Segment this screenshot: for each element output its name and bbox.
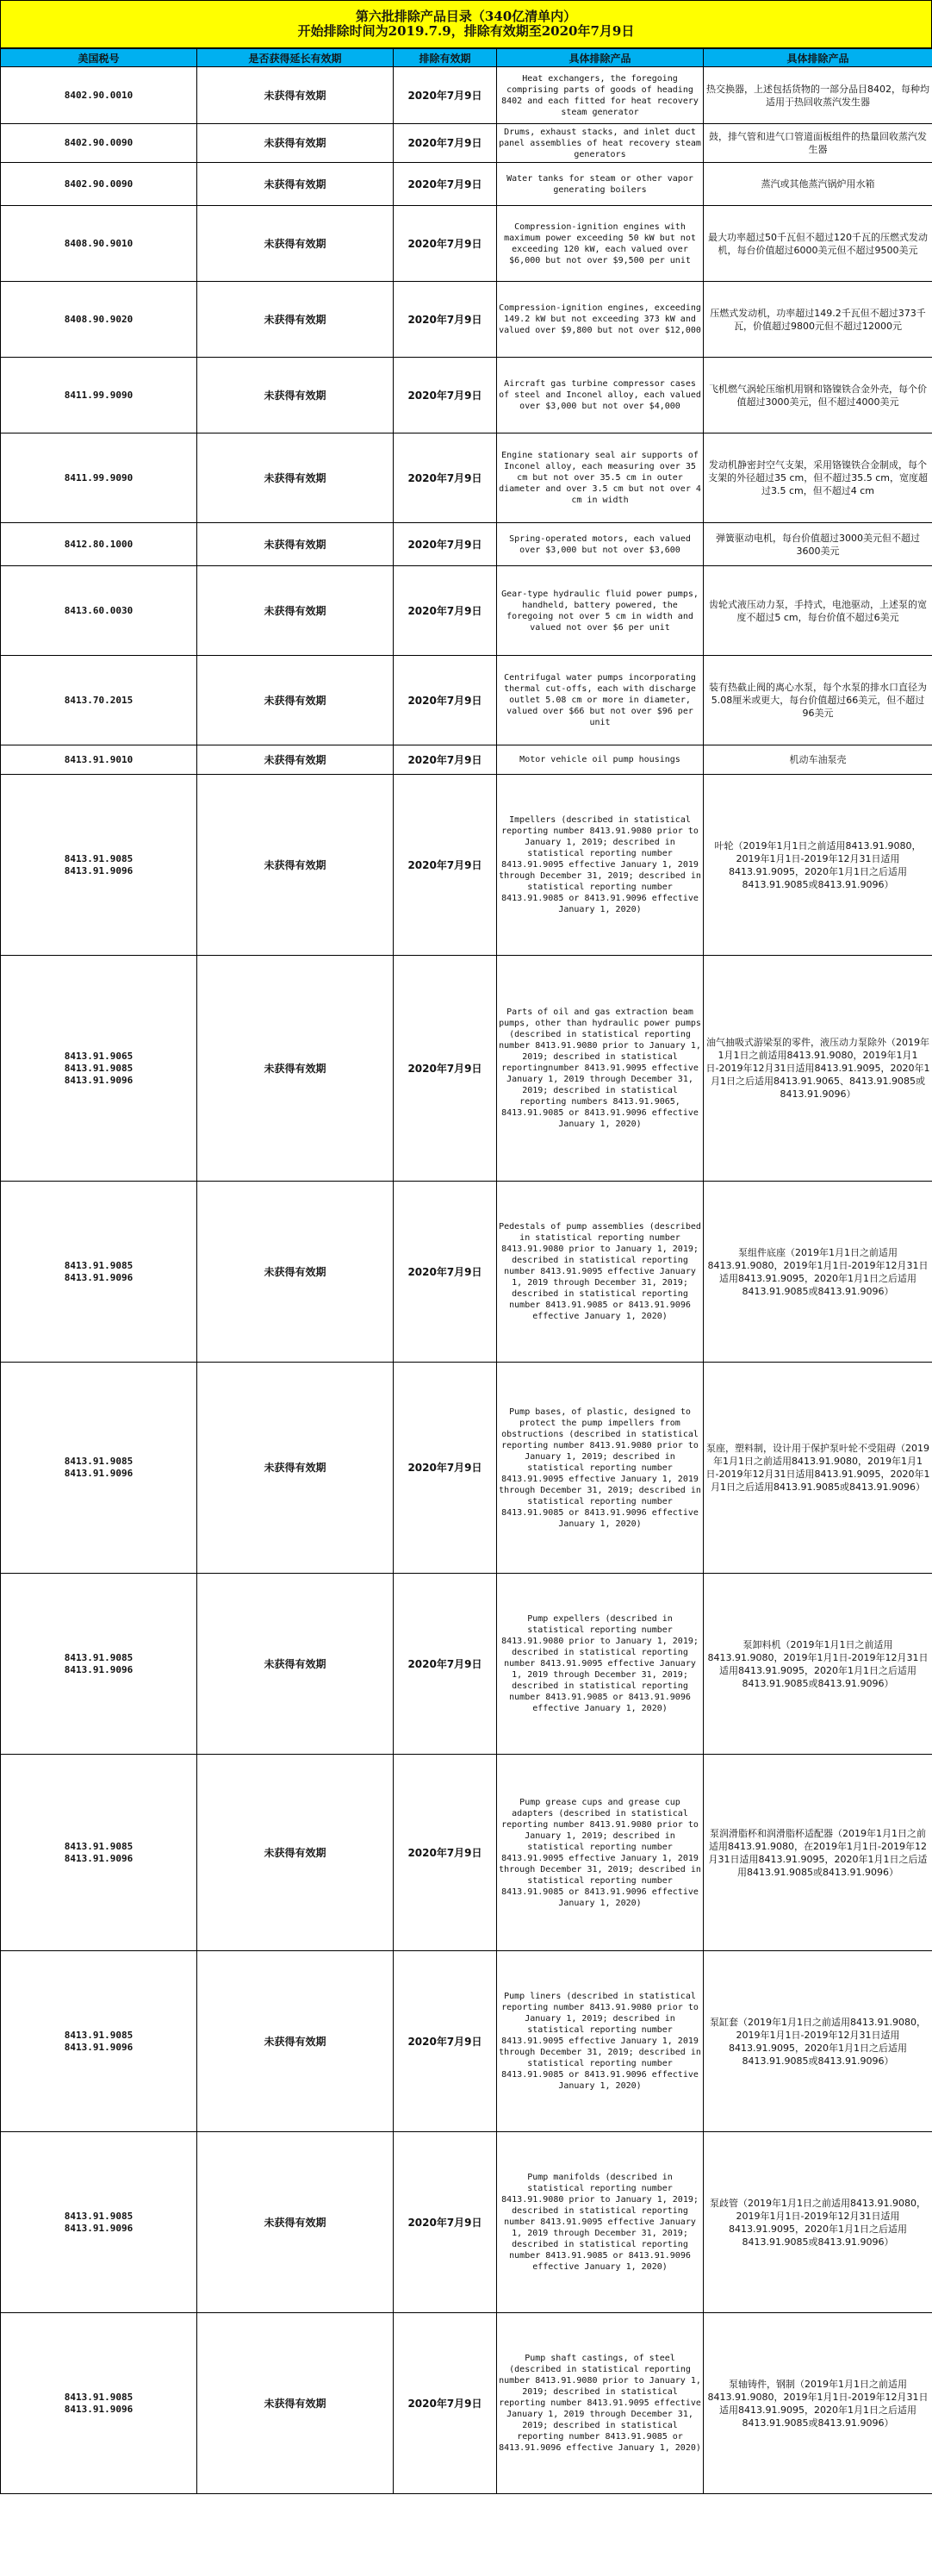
extension-status-cell: 未获得有效期 xyxy=(197,433,394,523)
product-description-en-cell: Compression-ignition engines, exceeding 149.2 kW but not exceeding 373 kW and valued over $9,800 but not over $12,000 xyxy=(497,282,704,358)
hts-code-cell: 8413.91.9085 8413.91.9096 xyxy=(1,2132,197,2313)
validity-date-cell: 2020年7月9日 xyxy=(394,163,497,206)
table-row xyxy=(1,775,932,956)
product-description-en-cell: Pump grease cups and grease cup adapters (described in statistical reporting number 8413.91.9080 prior to January 1, 2019; described in statistical reporting number 8413.91.9095 effective January 1, 2019 through December 31, 2019; described in statistical reporting number 8413.91.9085 or 8413.91.9096 effective January 1, 2020) xyxy=(497,1755,704,1951)
validity-date-cell: 2020年7月9日 xyxy=(394,2132,497,2313)
product-description-en-cell: Water tanks for steam or other vapor generating boilers xyxy=(497,163,704,206)
hts-code-cell: 8413.91.9085 8413.91.9096 xyxy=(1,1182,197,1363)
hts-code-cell: 8413.91.9085 8413.91.9096 xyxy=(1,2313,197,2494)
table-row xyxy=(1,2313,932,2494)
validity-date-cell: 2020年7月9日 xyxy=(394,1182,497,1363)
product-description-en-cell: Pump manifolds (described in statistical reporting number 8413.91.9080 prior to January 1, 2019; described in statistical reporting number 8413.91.9095 effective January 1, 2019 through December 31, 2019; described in statistical reporting number 8413.91.9085 or 8413.91.9096 effective January 1, 2020) xyxy=(497,2132,704,2313)
extension-status-cell: 未获得有效期 xyxy=(197,1951,394,2132)
extension-status-cell: 未获得有效期 xyxy=(197,656,394,745)
hts-code-cell: 8413.91.9085 8413.91.9096 xyxy=(1,1755,197,1951)
table-row xyxy=(1,1755,932,1951)
column-header-hts: 美国税号 xyxy=(1,49,197,67)
validity-date-cell: 2020年7月9日 xyxy=(394,358,497,433)
extension-status-cell: 未获得有效期 xyxy=(197,206,394,282)
extension-status-cell: 未获得有效期 xyxy=(197,358,394,433)
product-description-en-cell: Pump expellers (described in statistical reporting number 8413.91.9080 prior to January 1, 2019; described in statistical reporting number 8413.91.9095 effective January 1, 2019 through December 31, 2019; described in statistical reporting number 8413.91.9085 or 8413.91.9096 effective January 1, 2020) xyxy=(497,1574,704,1755)
table-row xyxy=(1,163,932,206)
table-row xyxy=(1,656,932,745)
product-description-cn-cell: 弹簧驱动电机，每台价值超过3000美元但不超过3600美元 xyxy=(704,523,932,566)
hts-code-cell: 8413.91.9085 8413.91.9096 xyxy=(1,1363,197,1574)
product-description-en-cell: Parts of oil and gas extraction beam pumps, other than hydraulic power pumps (described in statistical reporting number 8413.91.9080 prior to January 1, 2019; described in statistical reportingnumber 8413.91.9095 effective January 1, 2019 through December 31, 2019; described in statistical reporting numbers 8413.91.9065, 8413.91.9085 or 8413.91.9096 effective January 1, 2020) xyxy=(497,956,704,1182)
hts-code-cell: 8411.99.9090 xyxy=(1,358,197,433)
product-description-en-cell: Heat exchangers, the foregoing comprising parts of goods of heading 8402 and each fitted for heat recovery steam generator xyxy=(497,67,704,124)
product-description-en-cell: Drums, exhaust stacks, and inlet duct panel assemblies of heat recovery steam generators xyxy=(497,124,704,163)
product-description-en-cell: Aircraft gas turbine compressor cases of steel and Inconel alloy, each valued over $3,000 but not over $4,000 xyxy=(497,358,704,433)
table-row xyxy=(1,124,932,163)
product-description-cn-cell: 泵座，塑料制，设计用于保护泵叶轮不受阻碍（2019年1月1日之前适用8413.91.9080，2019年1月1日-2019年12月31日适用8413.91.9095，2020年1月1日之后适用8413.91.9085或8413.91.9096） xyxy=(704,1363,932,1574)
table-row xyxy=(1,1182,932,1363)
validity-date-cell: 2020年7月9日 xyxy=(394,1363,497,1574)
column-header-validity: 排除有效期 xyxy=(394,49,497,67)
extension-status-cell: 未获得有效期 xyxy=(197,523,394,566)
hts-code-cell: 8413.91.9010 xyxy=(1,745,197,775)
product-description-en-cell: Pump liners (described in statistical reporting number 8413.91.9080 prior to January 1, 2019; described in statistical reporting number 8413.91.9095 effective January 1, 2019 through December 31, 2019; described in statistical reporting number 8413.91.9085 or 8413.91.9096 effective January 1, 2020) xyxy=(497,1951,704,2132)
extension-status-cell: 未获得有效期 xyxy=(197,1182,394,1363)
product-description-cn-cell: 压燃式发动机，功率超过149.2千瓦但不超过373千瓦，价值超过9800元但不超过12000元 xyxy=(704,282,932,358)
product-description-en-cell: Pump shaft castings, of steel (described in statistical reporting number 8413.91.9080 prior to January 1, 2019; described in statistical reporting number 8413.91.9095 effective January 1, 2019 through December 31, 2019; described in statistical reporting number 8413.91.9085 or 8413.91.9096 effective January 1, 2020) xyxy=(497,2313,704,2494)
table-row xyxy=(1,206,932,282)
product-description-cn-cell: 油气抽吸式游梁泵的零件，液压动力泵除外（2019年1月1日之前适用8413.91.9080，2019年1月1日-2019年12月31日适用8413.91.9095，2020年1月1日之后适用8413.91.9065、8413.91.9085或8413.91.9096） xyxy=(704,956,932,1182)
extension-status-cell: 未获得有效期 xyxy=(197,566,394,656)
product-description-en-cell: Pedestals of pump assemblies (described in statistical reporting number 8413.91.9080 prior to January 1, 2019; described in statistical reporting number 8413.91.9095 effective January 1, 2019 through December 31, 2019; described in statistical reporting number 8413.91.9085 or 8413.91.9096 effective January 1, 2020) xyxy=(497,1182,704,1363)
hts-code-cell: 8408.90.9020 xyxy=(1,282,197,358)
table-row xyxy=(1,2132,932,2313)
validity-date-cell: 2020年7月9日 xyxy=(394,433,497,523)
validity-date-cell: 2020年7月9日 xyxy=(394,282,497,358)
product-description-cn-cell: 机动车油泵壳 xyxy=(704,745,932,775)
product-description-en-cell: Motor vehicle oil pump housings xyxy=(497,745,704,775)
column-header-product-cn: 具体排除产品 xyxy=(704,49,932,67)
hts-code-cell: 8413.91.9085 8413.91.9096 xyxy=(1,1574,197,1755)
extension-status-cell: 未获得有效期 xyxy=(197,124,394,163)
extension-status-cell: 未获得有效期 xyxy=(197,1363,394,1574)
table-row xyxy=(1,433,932,523)
product-description-cn-cell: 泵缸套（2019年1月1日之前适用8413.91.9080，2019年1月1日-2019年12月31日适用8413.91.9095，2020年1月1日之后适用8413.91.9085或8413.91.9096） xyxy=(704,1951,932,2132)
product-description-cn-cell: 最大功率超过50千瓦但不超过120千瓦的压燃式发动机，每台价值超过6000美元但不超过9500美元 xyxy=(704,206,932,282)
validity-date-cell: 2020年7月9日 xyxy=(394,566,497,656)
extension-status-cell: 未获得有效期 xyxy=(197,775,394,956)
hts-code-cell: 8412.80.1000 xyxy=(1,523,197,566)
exclusion-table xyxy=(0,48,932,2494)
hts-code-cell: 8413.91.9065 8413.91.9085 8413.91.9096 xyxy=(1,956,197,1182)
table-row xyxy=(1,282,932,358)
validity-date-cell: 2020年7月9日 xyxy=(394,124,497,163)
hts-code-cell: 8413.91.9085 8413.91.9096 xyxy=(1,775,197,956)
product-description-en-cell: Spring-operated motors, each valued over $3,000 but not over $3,600 xyxy=(497,523,704,566)
hts-code-cell: 8413.91.9085 8413.91.9096 xyxy=(1,1951,197,2132)
header-row xyxy=(1,49,932,67)
product-description-cn-cell: 鼓，排气管和进气口管道面板组件的热量回收蒸汽发生器 xyxy=(704,124,932,163)
table-row xyxy=(1,1363,932,1574)
product-description-cn-cell: 飞机燃气涡轮压缩机用钢和铬镍铁合金外壳，每个价值超过3000美元，但不超过4000美元 xyxy=(704,358,932,433)
validity-date-cell: 2020年7月9日 xyxy=(394,956,497,1182)
product-description-cn-cell: 泵轴铸件，钢制（2019年1月1日之前适用8413.91.9080，2019年1月1日-2019年12月31日适用8413.91.9095，2020年1月1日之后适用8413.91.9085或8413.91.9096） xyxy=(704,2313,932,2494)
validity-date-cell: 2020年7月9日 xyxy=(394,206,497,282)
extension-status-cell: 未获得有效期 xyxy=(197,1574,394,1755)
table-row xyxy=(1,1574,932,1755)
product-description-cn-cell: 泵润滑脂杯和润滑脂杯适配器（2019年1月1日之前适用8413.91.9080，在2019年1月1日-2019年12月31日适用8413.91.9095，2020年1月1日之后适用8413.91.9085或8413.91.9096） xyxy=(704,1755,932,1951)
hts-code-cell: 8413.60.0030 xyxy=(1,566,197,656)
validity-date-cell: 2020年7月9日 xyxy=(394,523,497,566)
validity-date-cell: 2020年7月9日 xyxy=(394,656,497,745)
title-line-2: 开始排除时间为2019.7.9，排除有效期至2020年7月9日 xyxy=(297,23,635,39)
product-description-en-cell: Pump bases, of plastic, designed to protect the pump impellers from obstructions (described in statistical reporting number 8413.91.9080 prior to January 1, 2019; described in statistical reporting number 8413.91.9095 effective January 1, 2019 through December 31, 2019; described in statistical reporting number 8413.91.9085 or 8413.91.9096 effective January 1, 2020) xyxy=(497,1363,704,1574)
validity-date-cell: 2020年7月9日 xyxy=(394,775,497,956)
table-row xyxy=(1,1951,932,2132)
product-description-cn-cell: 泵卸料机（2019年1月1日之前适用8413.91.9080，2019年1月1日-2019年12月31日适用8413.91.9095，2020年1月1日之后适用8413.91.9085或8413.91.9096） xyxy=(704,1574,932,1755)
column-header-product-en: 具体排除产品 xyxy=(497,49,704,67)
hts-code-cell: 8408.90.9010 xyxy=(1,206,197,282)
validity-date-cell: 2020年7月9日 xyxy=(394,67,497,124)
extension-status-cell: 未获得有效期 xyxy=(197,2313,394,2494)
validity-date-cell: 2020年7月9日 xyxy=(394,2313,497,2494)
extension-status-cell: 未获得有效期 xyxy=(197,1755,394,1951)
extension-status-cell: 未获得有效期 xyxy=(197,956,394,1182)
extension-status-cell: 未获得有效期 xyxy=(197,282,394,358)
table-row xyxy=(1,566,932,656)
product-description-cn-cell: 装有热截止阀的离心水泵，每个水泵的排水口直径为5.08厘米或更大，每台价值超过66美元，但不超过96美元 xyxy=(704,656,932,745)
hts-code-cell: 8413.70.2015 xyxy=(1,656,197,745)
validity-date-cell: 2020年7月9日 xyxy=(394,1574,497,1755)
product-description-en-cell: Impellers (described in statistical reporting number 8413.91.9080 prior to January 1, 2019; described in statistical reporting number 8413.91.9095 effective January 1, 2019 through December 31, 2019; described in statistical reporting number 8413.91.9085 or 8413.91.9096 effective January 1, 2020) xyxy=(497,775,704,956)
validity-date-cell: 2020年7月9日 xyxy=(394,745,497,775)
product-description-cn-cell: 蒸汽或其他蒸汽锅炉用水箱 xyxy=(704,163,932,206)
extension-status-cell: 未获得有效期 xyxy=(197,67,394,124)
table-row xyxy=(1,745,932,775)
product-description-en-cell: Engine stationary seal air supports of Inconel alloy, each measuring over 35 cm but not over 35.5 cm in outer diameter and over 3.5 cm but not over 4 cm in width xyxy=(497,433,704,523)
title-block xyxy=(0,0,932,48)
product-description-cn-cell: 叶轮（2019年1月1日之前适用8413.91.9080，2019年1月1日-2019年12月31日适用8413.91.9095，2020年1月1日之后适用8413.91.9085或8413.91.9096） xyxy=(704,775,932,956)
hts-code-cell: 8402.90.0090 xyxy=(1,124,197,163)
hts-code-cell: 8402.90.0090 xyxy=(1,163,197,206)
title-line-1: 第六批排除产品目录（340亿清单内） xyxy=(355,9,577,24)
product-description-cn-cell: 泵组件底座（2019年1月1日之前适用8413.91.9080，2019年1月1日-2019年12月31日适用8413.91.9095，2020年1月1日之后适用8413.91.9085或8413.91.9096） xyxy=(704,1182,932,1363)
column-header-extension: 是否获得延长有效期 xyxy=(197,49,394,67)
extension-status-cell: 未获得有效期 xyxy=(197,2132,394,2313)
extension-status-cell: 未获得有效期 xyxy=(197,163,394,206)
product-description-en-cell: Compression-ignition engines with maximum power exceeding 50 kW but not exceeding 120 kW, each valued over $6,000 but not over $9,500 per unit xyxy=(497,206,704,282)
product-description-cn-cell: 泵歧管（2019年1月1日之前适用8413.91.9080，2019年1月1日-2019年12月31日适用8413.91.9095，2020年1月1日之后适用8413.91.9085或8413.91.9096） xyxy=(704,2132,932,2313)
hts-code-cell: 8411.99.9090 xyxy=(1,433,197,523)
product-description-cn-cell: 齿轮式液压动力泵，手持式，电池驱动，上述泵的宽度不超过5 cm，每台价值不超过6美元 xyxy=(704,566,932,656)
product-description-en-cell: Centrifugal water pumps incorporating thermal cut-offs, each with discharge outlet 5.08 cm or more in diameter, valued over $66 but not over $96 per unit xyxy=(497,656,704,745)
table-row xyxy=(1,523,932,566)
extension-status-cell: 未获得有效期 xyxy=(197,745,394,775)
product-description-en-cell: Gear-type hydraulic fluid power pumps, handheld, battery powered, the foregoing not over 5 cm in width and valued not over $6 per unit xyxy=(497,566,704,656)
product-description-cn-cell: 热交换器，上述包括货物的一部分品目8402，每种均适用于热回收蒸汽发生器 xyxy=(704,67,932,124)
table-row xyxy=(1,956,932,1182)
product-description-cn-cell: 发动机静密封空气支架，采用铬镍铁合金制成，每个支架的外径超过35 cm，但不超过35.5 cm，宽度超过3.5 cm，但不超过4 cm xyxy=(704,433,932,523)
validity-date-cell: 2020年7月9日 xyxy=(394,1755,497,1951)
table-row xyxy=(1,358,932,433)
hts-code-cell: 8402.90.0010 xyxy=(1,67,197,124)
validity-date-cell: 2020年7月9日 xyxy=(394,1951,497,2132)
table-row xyxy=(1,67,932,124)
